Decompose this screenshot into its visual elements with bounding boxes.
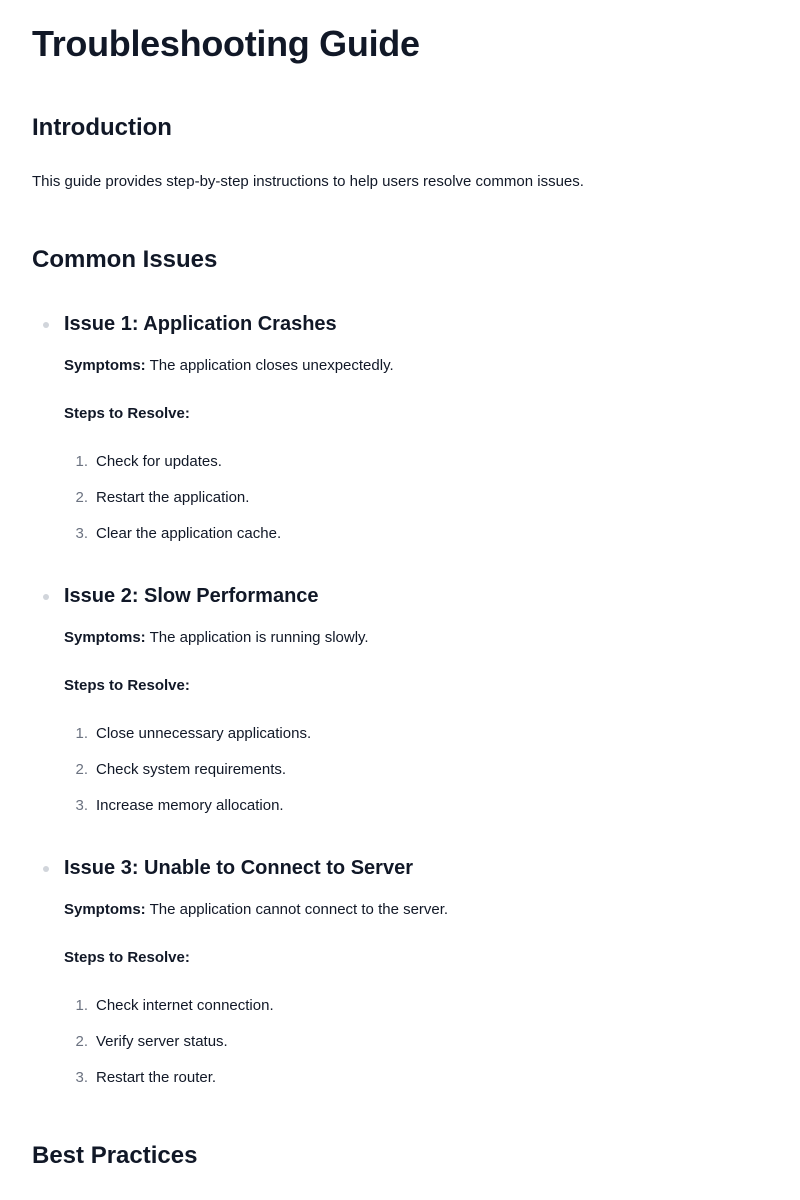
steps-label: Steps to Resolve: xyxy=(64,677,190,694)
step-text: Increase memory allocation. xyxy=(96,797,284,814)
symptoms-label: Symptoms: xyxy=(64,357,146,374)
step-number: 3. xyxy=(75,797,88,814)
symptoms-line xyxy=(64,628,369,648)
page-title: Troubleshooting Guide xyxy=(32,23,420,64)
step-number: 2. xyxy=(75,1033,88,1050)
issue-title: Issue 1: Application Crashes xyxy=(64,313,337,335)
intro-heading: Introduction xyxy=(32,114,172,141)
step-number: 1. xyxy=(75,997,88,1014)
symptoms-text: The application is running slowly. xyxy=(145,629,369,646)
symptoms-label: Symptoms: xyxy=(64,629,146,646)
steps-label: Steps to Resolve: xyxy=(64,949,190,966)
issue-title: Issue 2: Slow Performance xyxy=(64,585,319,607)
step-text: Check internet connection. xyxy=(96,997,274,1014)
symptoms-text: The application cannot connect to the server. xyxy=(145,901,449,918)
intro-paragraph: This guide provides step-by-step instructions to help users resolve common issues. xyxy=(32,173,584,190)
symptoms-line xyxy=(64,900,448,920)
step-text: Close unnecessary applications. xyxy=(96,725,312,742)
steps-label: Steps to Resolve: xyxy=(64,405,190,422)
step-number: 1. xyxy=(75,453,88,470)
step-text: Verify server status. xyxy=(96,1033,228,1050)
common-issues-heading: Common Issues xyxy=(32,246,218,273)
step-text: Check system requirements. xyxy=(96,761,287,778)
bullet-icon xyxy=(43,594,49,600)
step-text: Clear the application cache. xyxy=(96,525,282,542)
step-text: Restart the router. xyxy=(96,1069,217,1086)
symptoms-line xyxy=(64,356,394,376)
symptoms-text: The application closes unexpectedly. xyxy=(145,357,394,374)
issue-title: Issue 3: Unable to Connect to Server xyxy=(64,857,413,879)
step-text: Restart the application. xyxy=(96,489,250,506)
bullet-icon xyxy=(43,866,49,872)
step-number: 1. xyxy=(75,725,88,742)
best-practices-heading: Best Practices xyxy=(32,1142,198,1169)
step-text: Check for updates. xyxy=(96,453,222,470)
step-number: 2. xyxy=(75,761,88,778)
step-number: 3. xyxy=(75,1069,88,1086)
step-number: 3. xyxy=(75,525,88,542)
symptoms-label: Symptoms: xyxy=(64,901,146,918)
bullet-icon xyxy=(43,322,49,328)
step-number: 2. xyxy=(75,489,88,506)
